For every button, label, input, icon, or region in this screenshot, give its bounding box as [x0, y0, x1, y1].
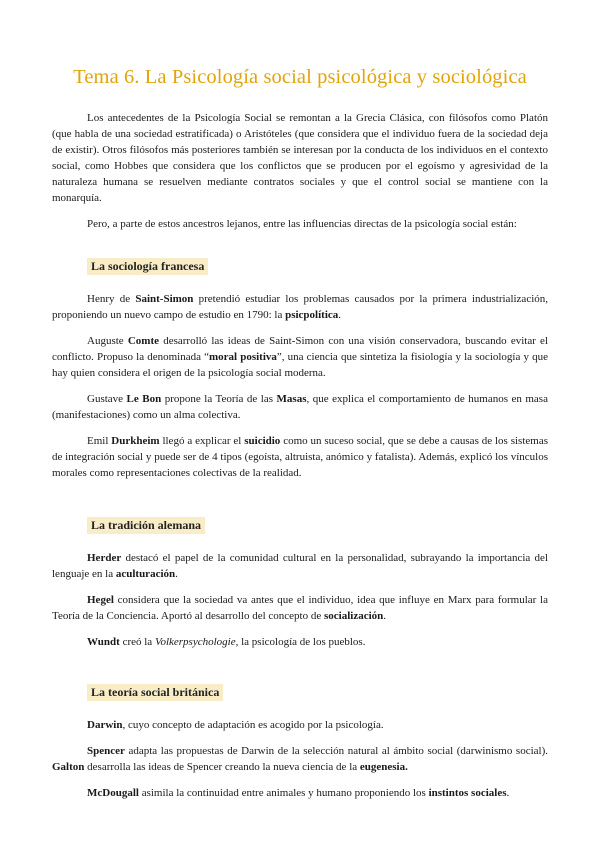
name-saint-simon: Saint-Simon	[135, 293, 194, 305]
term-masas: Masas	[276, 393, 307, 405]
document-body	[52, 110, 548, 811]
name-galton: Galton	[52, 761, 85, 773]
term-psicpolitica: psicpolítica	[285, 309, 339, 321]
term-eugenesia: eugenesia.	[359, 761, 408, 773]
text: creó la	[119, 636, 155, 648]
term-suicidio: suicidio	[244, 435, 281, 447]
text: la psicología de los pueblos.	[238, 636, 366, 648]
text: destacó el papel de la comunidad cultural en la personalidad, subrayando la importancia del lenguaje en la	[52, 552, 548, 580]
paragraph-wundt	[52, 634, 548, 650]
name-darwin: Darwin	[87, 719, 123, 731]
paragraph-hegel	[52, 592, 548, 624]
page-title: Tema 6. La Psicología social psicológica y sociológica	[73, 66, 527, 88]
intro-paragraph-2: Pero, a parte de estos ancestros lejanos, entre las influencias directas de la psicología social están:	[87, 218, 517, 230]
name-le-bon: Le Bon	[126, 393, 162, 405]
name-comte: Comte	[127, 335, 160, 347]
term-instintos-sociales: instintos sociales	[428, 787, 507, 799]
paragraph-spencer	[52, 743, 548, 775]
text: propone la Teoría de las	[161, 393, 277, 405]
intro-paragraph-1: Los antecedentes de la Psicología Social se remontan a la Grecia Clásica, con filósofos como Platón (que habla de una sociedad estratificada) o Aristóteles (que considera que el individuo fuera de la sociedad deja de existir). Otros filósofos más posteriores también se interesan por la conducta de los individuos en el contexto social, como Hobbes que considera que los conflictos que se producen por el egoísmo y agresividad de la naturaleza humana se resuelven mediante contratos sociales y que el control social se mantiene con la monarquía.	[52, 112, 548, 204]
text: .	[506, 787, 510, 799]
text: como un suceso social, que se debe a causas de los sistemas de integración social y puede ser de 4 tipos (egoísta, altruista, anómico y fatalista). Además, explicó los vínculos morales como representaciones colectivas de la realidad.	[52, 435, 548, 479]
paragraph-le-bon	[52, 391, 548, 423]
paragraph-mcdougall	[52, 785, 548, 801]
text: asimila la continuidad entre animales y humano proponiendo los	[138, 787, 429, 799]
term-volkerpsychologie: Volkerpsychologie,	[154, 636, 239, 648]
text: llegó a explicar el	[159, 435, 245, 447]
term-moral-positiva: moral positiva	[209, 351, 277, 363]
paragraph-darwin	[52, 717, 548, 733]
paragraph-herder	[52, 550, 548, 582]
text: .	[383, 610, 387, 622]
term-aculturacion: aculturación	[115, 568, 176, 580]
name-spencer: Spencer	[87, 745, 125, 757]
text: , cuyo concepto de adaptación es acogido por la psicología.	[122, 719, 384, 731]
text: considera que la sociedad va antes que el individuo, idea que influye en Marx para formular la Teoría de la Conciencia. Aportó al desarrollo del concepto de	[52, 594, 548, 622]
section-heading-britanica: La teoría social británica	[87, 684, 223, 701]
section-heading-alemana: La tradición alemana	[87, 517, 205, 534]
name-durkheim: Durkheim	[111, 435, 160, 447]
text: adapta las propuestas de Darwin de la selección natural al ámbito social (darwinismo social).	[124, 745, 548, 757]
text: ”, una ciencia que sintetiza la fisiología y la sociología y que hay quien considera el origen de la psicología social moderna.	[52, 351, 548, 379]
text: Emil	[87, 435, 112, 447]
text: pretendió estudiar los problemas causados por la primera industrialización, proponiendo un nuevo campo de estudio en 1790: la	[52, 293, 549, 321]
paragraph-saint-simon	[52, 291, 548, 323]
text: , que explica el comportamiento de humanos en masa (manifestaciones) como un alma colectiva.	[52, 393, 548, 421]
text: Auguste	[87, 335, 128, 347]
name-mcdougall: McDougall	[87, 787, 139, 799]
paragraph-comte	[52, 333, 548, 381]
term-socializacion: socialización	[324, 610, 384, 622]
section-heading-francesa: La sociología francesa	[87, 258, 208, 275]
text: Gustave	[87, 393, 127, 405]
text: .	[175, 568, 178, 580]
name-wundt: Wundt	[87, 636, 120, 648]
text: Henry de	[87, 293, 136, 305]
text: desarrolla las ideas de Spencer creando la nueva ciencia de la	[84, 761, 360, 773]
paragraph-durkheim	[52, 433, 548, 481]
name-hegel: Hegel	[87, 594, 114, 606]
text: .	[338, 309, 342, 321]
text: desarrolló las ideas de Saint-Simon con una visión conservadora, buscando evitar el conflicto. Propuso la denominada “	[52, 335, 548, 363]
name-herder: Herder	[87, 552, 122, 564]
